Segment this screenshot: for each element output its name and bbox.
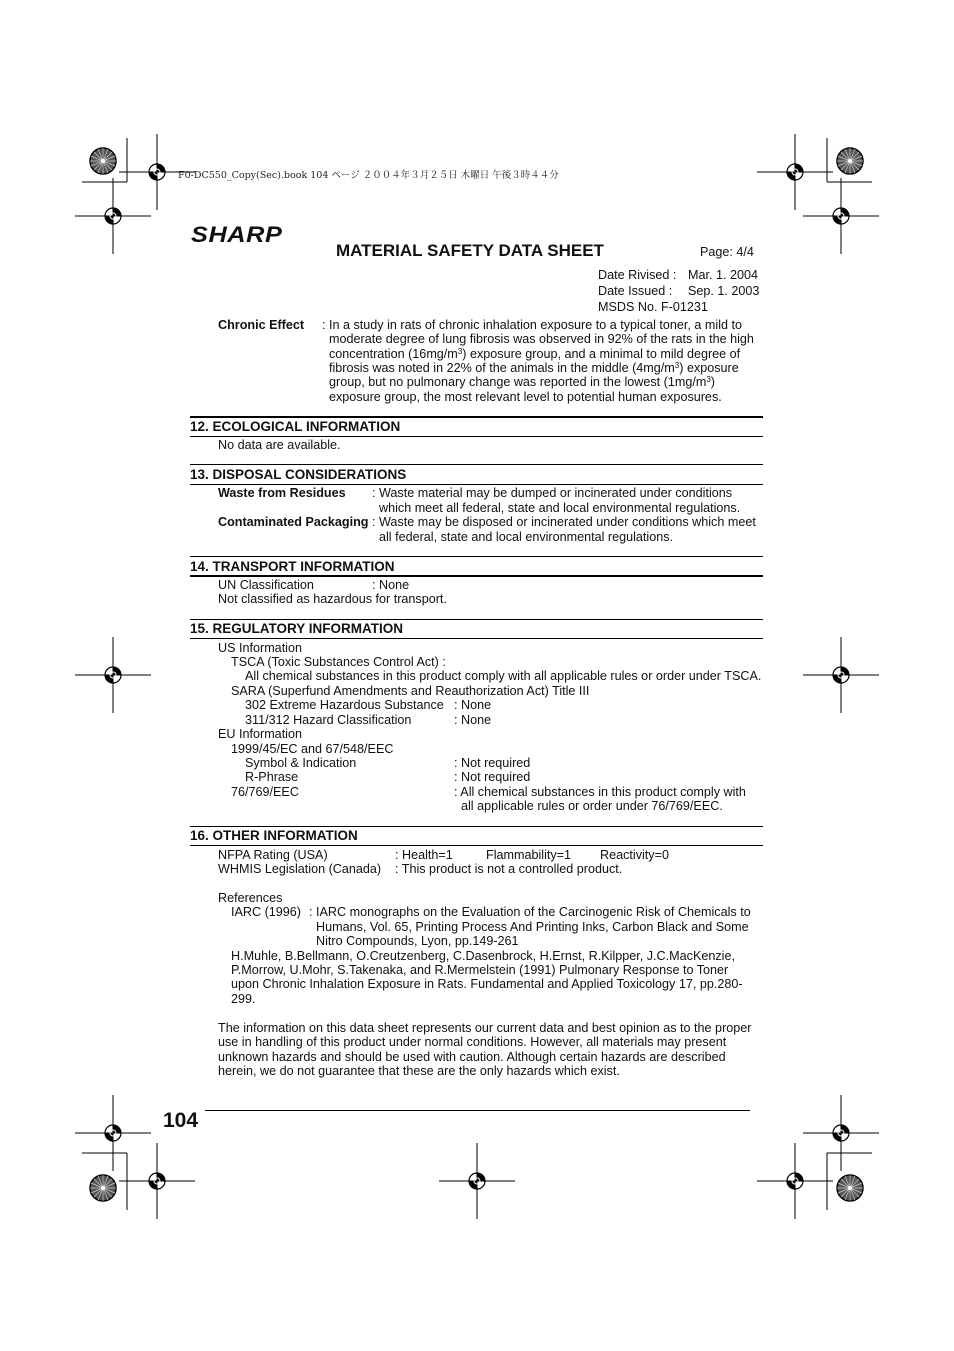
- references-heading: References: [218, 891, 283, 905]
- chronic-line: concentration $(16mg/m^3)$ exposure group, and a minimal to mild degree of: [329, 347, 741, 361]
- eec-label: 76/769/EEC: [231, 785, 299, 799]
- document-title: MATERIAL SAFETY DATA SHEET: [336, 241, 604, 260]
- chronic-line: exposure group, the most relevant level to potential human exposures.: [329, 390, 722, 404]
- un-class-value: : None: [372, 578, 410, 592]
- eu-directive: 1999/45/EC and 67/548/EEC: [231, 742, 394, 756]
- section-rule: [190, 826, 763, 827]
- section-rule: [190, 575, 763, 577]
- section-13-title: 13. DISPOSAL CONSIDERATIONS: [190, 467, 407, 482]
- disclaimer: use in handling of this product under normal conditions. However, all materials may present: [218, 1035, 727, 1049]
- nfpa-label: NFPA Rating (USA): [218, 848, 328, 862]
- rphrase-value: : Not required: [454, 770, 531, 784]
- page-indicator: Page: 4/4: [700, 245, 754, 259]
- disclaimer: unknown hazards and should be used with caution. Although certain hazards are described: [218, 1050, 726, 1064]
- chronic-line: fibrosis was noted in 22% of the animals in the middle $(4mg/m^3)$ exposure: [329, 361, 739, 375]
- symbol-value: : Not required: [454, 756, 531, 770]
- iarc-text: Humans, Vol. 65, Printing Process And Printing Inks, Carbon Black and Some: [316, 920, 749, 934]
- sara-label: SARA (Superfund Amendments and Reauthorization Act) Title III: [231, 684, 590, 698]
- section-16-title: 16. OTHER INFORMATION: [190, 828, 358, 843]
- section-rule: [190, 638, 763, 639]
- un-class-label: UN Classification: [218, 578, 314, 592]
- section-rule: [190, 484, 763, 485]
- s311-label: 311/312 Hazard Classification: [245, 713, 412, 727]
- chronic-line: group, but no pulmonary change was reported in the lowest $(1mg/m^3)$: [329, 375, 715, 389]
- nfpa-reactivity: Reactivity=0: [600, 848, 669, 862]
- section-rule: [190, 556, 763, 557]
- waste-text: which meet all federal, state and local environmental regulations.: [379, 501, 741, 515]
- tsca-text: All chemical substances in this product comply with all applicable rules or order under TSCA.: [245, 669, 762, 683]
- section-rule: [190, 619, 763, 620]
- symbol-label: Symbol & Indication: [245, 756, 357, 770]
- section-14-title: 14. TRANSPORT INFORMATION: [190, 559, 395, 574]
- sharp-logo: SHARP: [191, 222, 283, 247]
- ecological-text: No data are available.: [218, 438, 341, 452]
- disclaimer: herein, we do not guarantee that these are the only hazards which exist.: [218, 1064, 620, 1078]
- date-revised: Mar. 1. 2004: [688, 268, 759, 282]
- muhle-ref: upon Chronic Inhalation Exposure in Rats. Fundamental and Applied Toxicology 17, pp.280-: [231, 977, 743, 991]
- eec-text: all applicable rules or order under 76/769/EEC.: [461, 799, 723, 813]
- date-issued: Sep. 1. 2003: [688, 284, 760, 298]
- s302-label: 302 Extreme Hazardous Substance: [245, 698, 444, 712]
- s311-value: : None: [454, 713, 492, 727]
- rphrase-label: R-Phrase: [245, 770, 299, 784]
- footer-rule: [205, 1110, 750, 1111]
- section-rule: [190, 436, 763, 437]
- date-issued-label: Date Issued :: [598, 284, 673, 298]
- print-slug: F0-DC550_Copy(Sec).book 104 ページ ２００４年３月２５日 木曜日 午後３時４４分: [178, 170, 559, 181]
- iarc-text: : IARC monographs on the Evaluation of the Carcinogenic Risk of Chemicals to: [309, 905, 751, 919]
- chronic-line: : In a study in rats of chronic inhalation exposure to a typical toner, a mild to: [322, 318, 743, 332]
- section-12-title: 12. ECOLOGICAL INFORMATION: [190, 419, 401, 434]
- waste-label: Waste from Residues: [218, 486, 346, 500]
- packaging-text: all federal, state and local environmental regulations.: [379, 530, 674, 544]
- eec-text: : All chemical substances in this product comply with: [454, 785, 746, 799]
- s302-value: : None: [454, 698, 492, 712]
- waste-text: : Waste material may be dumped or incinerated under conditions: [372, 486, 733, 500]
- muhle-ref: 299.: [231, 992, 256, 1006]
- chronic-line: moderate degree of lung fibrosis was observed in 92% of the rats in the high: [329, 332, 754, 346]
- section-15-title: 15. REGULATORY INFORMATION: [190, 621, 404, 636]
- section-rule: [190, 416, 763, 418]
- iarc-label: IARC (1996): [231, 905, 301, 919]
- iarc-text: Nitro Compounds, Lyon, pp.149-261: [316, 934, 519, 948]
- muhle-ref: H.Muhle, B.Bellmann, O.Creutzenberg, C.Dasenbrock, H.Ernst, R.Kilpper, J.C.MacKenzie,: [231, 949, 735, 963]
- muhle-ref: P.Morrow, U.Mohr, S.Takenaka, and R.Mermelstein (1991) Pulmonary Response to Toner: [231, 963, 729, 977]
- whmis-label: WHMIS Legislation (Canada): [218, 862, 382, 876]
- date-revised-label: Date Rivised :: [598, 268, 677, 282]
- nfpa-health: : Health=1: [395, 848, 453, 862]
- tsca-label: TSCA (Toxic Substances Control Act) :: [231, 655, 446, 669]
- page-number: 104: [163, 1109, 199, 1132]
- us-info: US Information: [218, 641, 302, 655]
- disclaimer: The information on this data sheet represents our current data and best opinion as to the proper: [218, 1021, 752, 1035]
- msds-number: MSDS No. F-01231: [598, 300, 708, 314]
- packaging-text: : Waste may be disposed or incinerated under conditions which meet: [372, 515, 756, 529]
- packaging-label: Contaminated Packaging: [218, 515, 369, 529]
- eu-info: EU Information: [218, 727, 302, 741]
- transport-note: Not classified as hazardous for transport.: [218, 592, 447, 606]
- whmis-value: : This product is not a controlled product.: [395, 862, 623, 876]
- section-rule: [190, 464, 763, 465]
- chronic-effect-label: Chronic Effect: [218, 318, 305, 332]
- section-rule: [190, 845, 763, 846]
- nfpa-flammability: Flammability=1: [486, 848, 572, 862]
